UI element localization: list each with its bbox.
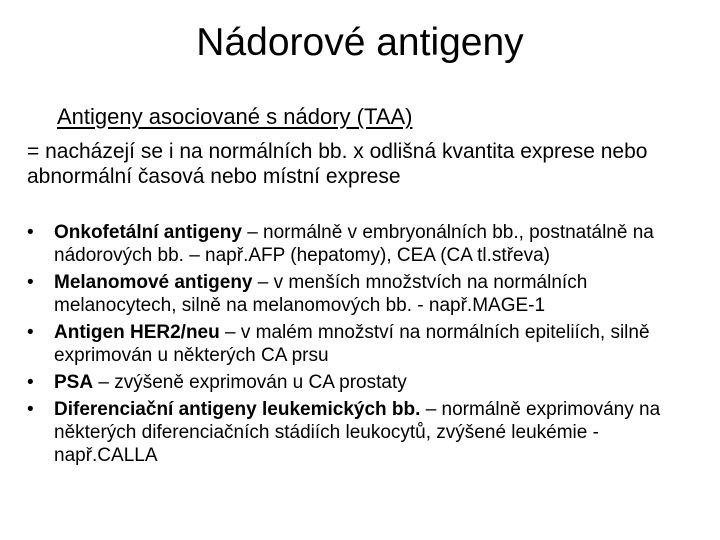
bullet-text: – v menších množstvích na normálních melanocytech, silně na melanomových bb. - např.MAGE-1 bbox=[54, 272, 588, 316]
bullet-list bbox=[27, 221, 707, 471]
bullet-text: – zvýšeně exprimován u CA prostaty bbox=[93, 372, 407, 393]
bullet-text: – normálně v embryonálních bb., postnatálně na nádorových bb. – např.AFP (hepatomy), CEA (CA tl.střeva) bbox=[54, 222, 654, 266]
slide-subtitle: Antigeny asociované s nádory (TAA) bbox=[57, 104, 413, 129]
bullet-term: Antigen HER2/neu bbox=[54, 322, 220, 343]
bullet-term: Onkofetální antigeny bbox=[54, 222, 242, 243]
bullet-icon: • bbox=[27, 272, 34, 293]
bullet-item-her2 bbox=[27, 321, 707, 367]
bullet-icon: • bbox=[27, 322, 34, 343]
bullet-text: – normálně exprimovány na některých diferenciačních stádiích leukocytů, zvýšené leukémie - např.CALLA bbox=[54, 399, 661, 466]
bullet-item-oncofetal bbox=[27, 221, 707, 267]
bullet-icon: • bbox=[27, 222, 34, 243]
definition-text: = nacházejí se i na normálních bb. x odlišná kvantita exprese nebo abnormální časová nebo místní exprese bbox=[27, 140, 648, 188]
bullet-item-melanoma bbox=[27, 271, 707, 317]
bullet-text: – v malém množství na normálních epiteliích, silně exprimován u některých CA prsu bbox=[54, 322, 650, 366]
bullet-item-psa bbox=[27, 371, 707, 394]
bullet-icon: • bbox=[27, 399, 34, 420]
bullet-term: Melanomové antigeny bbox=[54, 272, 253, 293]
bullet-term: Diferenciační antigeny leukemických bb. bbox=[54, 399, 421, 420]
bullet-item-differentiation bbox=[27, 398, 707, 467]
bullet-icon: • bbox=[27, 372, 34, 393]
slide-title: Nádorové antigeny bbox=[196, 21, 524, 64]
bullet-term: PSA bbox=[54, 372, 94, 393]
